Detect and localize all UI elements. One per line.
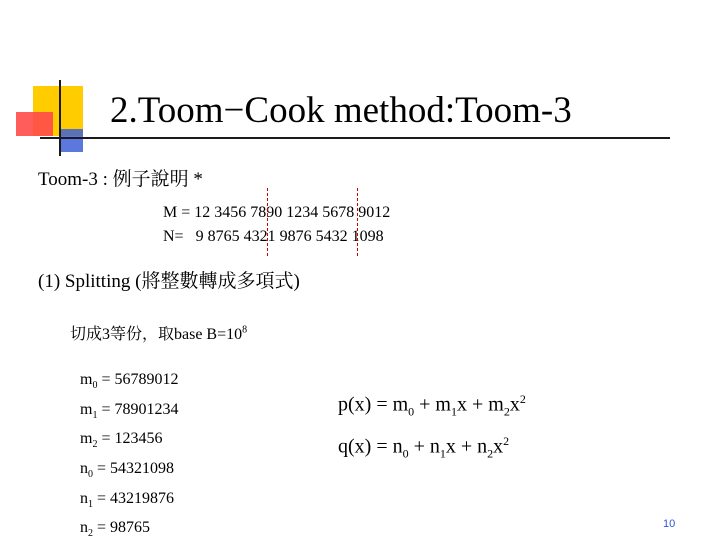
decor-blue-square (61, 129, 83, 152)
slide-title: 2.Toom−Cook method:Toom-3 (110, 90, 572, 131)
base-note-text: 切成3等份，取base B=10 (70, 326, 243, 343)
split-divider-2 (357, 188, 358, 256)
polynomial-p: $p(x) = m_0 + m_1x + m_2x^2$ (338, 392, 526, 419)
split-divider-1 (267, 188, 268, 256)
variable-item: $m_0 = 56789012$ (80, 371, 179, 392)
variable-item: $m_2 = 123456$ (80, 430, 163, 451)
variable-list (80, 368, 178, 546)
slide-subtitle: Toom-3 : 例子說明 * (38, 169, 203, 190)
page-number: 10 (663, 518, 676, 530)
splitting-heading: (1) Splitting (將整數轉成多項式) (38, 271, 300, 292)
variable-item: $n_1 = 43219876$ (80, 489, 175, 510)
variable-item: $m_1 = 78901234$ (80, 400, 179, 421)
title-underline (40, 137, 670, 139)
example-n-line: N= 9 8765 4321 9876 5432 1098 (163, 228, 384, 245)
decor-vertical-line (59, 80, 61, 156)
example-m-line: M = 12 3456 7890 1234 5678 9012 (163, 204, 391, 221)
base-exponent: 8 (242, 324, 248, 336)
base-note (70, 321, 247, 344)
variable-item: $n_0 = 54321098$ (80, 460, 175, 481)
polynomial-q: $q(x) = n_0 + n_1x + n_2x^2$ (338, 434, 510, 461)
decor-red-square (16, 112, 53, 136)
variable-item: $n_2 = 98765$ (80, 519, 151, 540)
